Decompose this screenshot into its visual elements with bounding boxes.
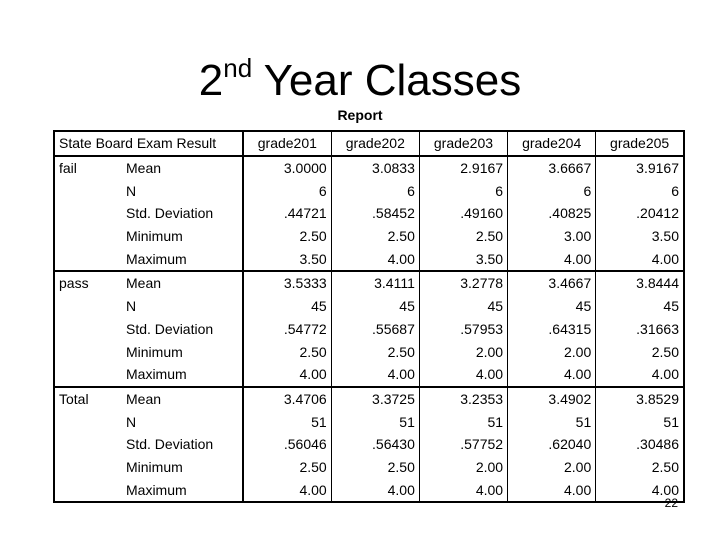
stat-label: Maximum [122, 478, 243, 502]
table-row [54, 225, 684, 248]
group-cell [54, 456, 122, 479]
group-cell [54, 340, 122, 363]
value-cell: 3.0833 [331, 156, 419, 180]
value-cell: 3.3725 [331, 387, 419, 411]
value-cell: 45 [331, 295, 419, 318]
value-cell: 51 [508, 410, 596, 433]
group-cell [54, 295, 122, 318]
stat-label: N [122, 410, 243, 433]
value-cell: 2.00 [508, 340, 596, 363]
value-cell: .20412 [596, 202, 684, 225]
value-cell: 51 [596, 410, 684, 433]
value-cell: .58452 [331, 202, 419, 225]
value-cell: .62040 [508, 433, 596, 456]
value-cell: 3.5333 [243, 271, 331, 295]
value-cell: 45 [419, 295, 507, 318]
value-cell: 2.50 [596, 456, 684, 479]
value-cell: 4.00 [243, 363, 331, 387]
report-body [54, 156, 684, 502]
page-number: 22 [664, 496, 678, 510]
value-cell: 2.50 [331, 456, 419, 479]
value-cell: 45 [243, 295, 331, 318]
stat-label: Maximum [122, 247, 243, 271]
value-cell: 3.4902 [508, 387, 596, 411]
table-row [54, 363, 684, 387]
stat-label: N [122, 295, 243, 318]
value-cell: 4.00 [243, 478, 331, 502]
value-cell: 2.50 [243, 340, 331, 363]
value-cell: 3.4706 [243, 387, 331, 411]
slide-title [0, 38, 720, 111]
stat-label: Std. Deviation [122, 433, 243, 456]
value-cell: .57953 [419, 318, 507, 341]
table-row [54, 179, 684, 202]
stat-label: Std. Deviation [122, 202, 243, 225]
group-label: fail [59, 160, 77, 177]
group-cell [54, 179, 122, 202]
table-row [54, 478, 684, 502]
value-cell: 2.50 [243, 456, 331, 479]
value-cell: 51 [331, 410, 419, 433]
table-row [54, 202, 684, 225]
table-row [54, 410, 684, 433]
value-cell: 4.00 [419, 478, 507, 502]
value-cell: .31663 [596, 318, 684, 341]
group-cell [54, 478, 122, 502]
stat-label: Minimum [122, 456, 243, 479]
value-cell: 4.00 [331, 478, 419, 502]
value-cell: 4.00 [596, 363, 684, 387]
value-cell: .57752 [419, 433, 507, 456]
slide-title-number: 2 [198, 56, 224, 105]
column-header: grade205 [596, 131, 684, 156]
value-cell: .40825 [508, 202, 596, 225]
value-cell: 2.00 [419, 456, 507, 479]
table-row [54, 271, 684, 295]
value-cell: 3.50 [596, 225, 684, 248]
table-row [54, 433, 684, 456]
group-cell [54, 433, 122, 456]
value-cell: .54772 [243, 318, 331, 341]
value-cell: 3.9167 [596, 156, 684, 180]
value-cell: 3.4111 [331, 271, 419, 295]
header-row [54, 131, 684, 156]
value-cell: 2.50 [419, 225, 507, 248]
stat-label: Mean [122, 156, 243, 180]
group-cell [54, 225, 122, 248]
stat-label: Std. Deviation [122, 318, 243, 341]
value-cell: 3.6667 [508, 156, 596, 180]
column-header: grade204 [508, 131, 596, 156]
value-cell: 3.50 [243, 247, 331, 271]
value-cell: 2.50 [331, 225, 419, 248]
table-row [54, 318, 684, 341]
value-cell: .56430 [331, 433, 419, 456]
value-cell: .55687 [331, 318, 419, 341]
value-cell: 3.2353 [419, 387, 507, 411]
value-cell: 2.9167 [419, 156, 507, 180]
value-cell: 3.4667 [508, 271, 596, 295]
value-cell: 3.8444 [596, 271, 684, 295]
value-cell: 4.00 [596, 247, 684, 271]
group-label: pass [54, 271, 122, 295]
column-header: grade203 [419, 131, 507, 156]
value-cell: .30486 [596, 433, 684, 456]
value-cell: .44721 [243, 202, 331, 225]
value-cell: 6 [596, 179, 684, 202]
value-cell: 51 [419, 410, 507, 433]
slide-title-text: Year Classes [252, 56, 522, 105]
value-cell: 6 [419, 179, 507, 202]
stat-label: Minimum [122, 225, 243, 248]
report-title: Report [337, 107, 383, 123]
report-table [53, 130, 685, 503]
value-cell: 2.00 [508, 456, 596, 479]
value-cell: 3.00 [508, 225, 596, 248]
value-cell: 6 [331, 179, 419, 202]
table-row [54, 247, 684, 271]
value-cell: 51 [243, 410, 331, 433]
value-cell: 4.00 [508, 478, 596, 502]
value-cell: 3.50 [419, 247, 507, 271]
value-cell: 2.50 [596, 340, 684, 363]
value-cell: 4.00 [419, 363, 507, 387]
table-row [54, 340, 684, 363]
stat-label: Mean [122, 271, 243, 295]
value-cell: 4.00 [596, 478, 684, 502]
value-cell: 6 [508, 179, 596, 202]
value-cell: 4.00 [508, 247, 596, 271]
value-cell: 45 [596, 295, 684, 318]
value-cell: 3.0000 [243, 156, 331, 180]
value-cell: 2.50 [243, 225, 331, 248]
value-cell: 2.50 [331, 340, 419, 363]
stat-label: Minimum [122, 340, 243, 363]
stat-label: Maximum [122, 363, 243, 387]
group-cell [54, 202, 122, 225]
header-state-board: State Board Exam Result [54, 131, 243, 156]
value-cell: 4.00 [331, 363, 419, 387]
column-header: grade201 [243, 131, 331, 156]
value-cell: 3.8529 [596, 387, 684, 411]
value-cell: .64315 [508, 318, 596, 341]
value-cell: 4.00 [508, 363, 596, 387]
value-cell: 4.00 [331, 247, 419, 271]
stat-label: Mean [122, 387, 243, 411]
value-cell: .56046 [243, 433, 331, 456]
column-header: grade202 [331, 131, 419, 156]
group-label: Total [54, 387, 122, 411]
value-cell: 45 [508, 295, 596, 318]
value-cell: 2.00 [419, 340, 507, 363]
stat-label: N [122, 179, 243, 202]
group-cell [54, 410, 122, 433]
group-cell [54, 363, 122, 387]
table-row [54, 295, 684, 318]
slide-title-ordinal: nd [223, 53, 253, 83]
table-row [54, 387, 684, 411]
group-cell [54, 247, 122, 271]
table-row [54, 456, 684, 479]
value-cell: 3.2778 [419, 271, 507, 295]
value-cell: 6 [243, 179, 331, 202]
value-cell: .49160 [419, 202, 507, 225]
group-cell [54, 318, 122, 341]
table-row [54, 156, 684, 180]
